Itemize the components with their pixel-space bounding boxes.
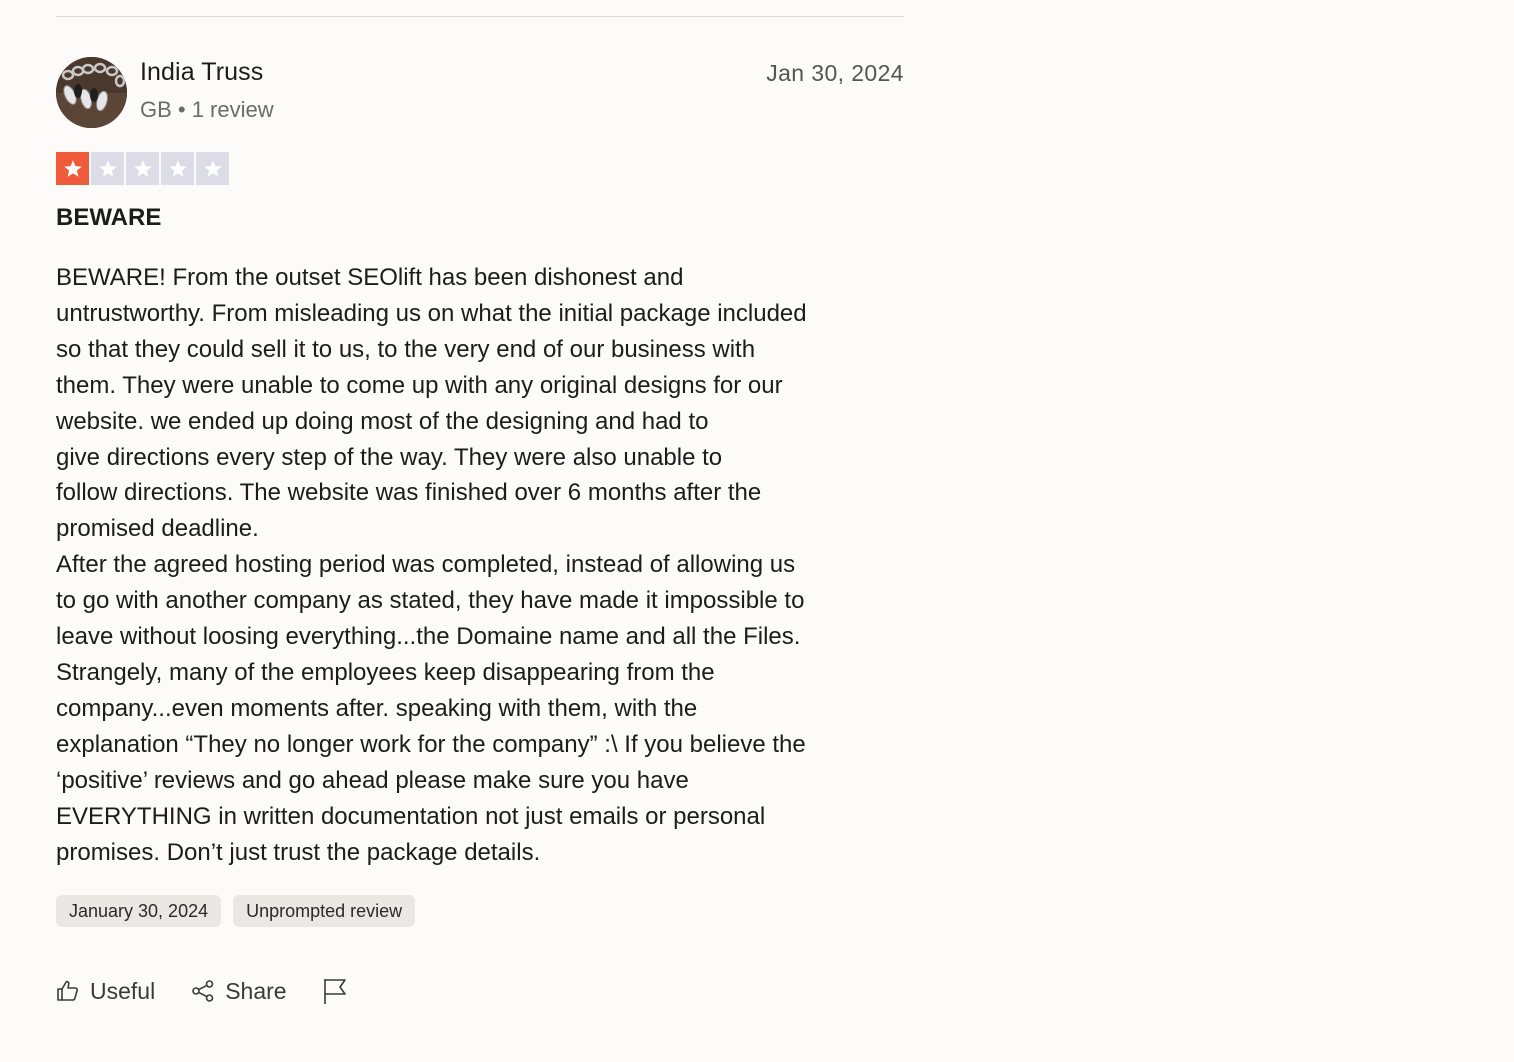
share-icon <box>191 979 215 1003</box>
star-icon <box>56 152 89 185</box>
star-icon <box>196 152 229 185</box>
review-title: BEWARE <box>56 204 162 231</box>
flag-icon <box>323 977 347 1005</box>
star-icon <box>161 152 194 185</box>
avatar[interactable] <box>56 57 127 128</box>
reviewer-meta: GB • 1 review <box>140 97 274 122</box>
review-header <box>56 57 904 129</box>
star-icon <box>91 152 124 185</box>
avatar-image <box>56 57 127 128</box>
thumbs-up-icon <box>56 979 80 1003</box>
divider <box>56 16 904 17</box>
share-button[interactable] <box>191 978 286 1005</box>
unprompted-review-tag[interactable]: Unprompted review <box>233 895 415 927</box>
review-body: BEWARE! From the outset SEOlift has been dishonest and untrustworthy. From misleading us on what the initial package included so that they could sell it to us, to the very end of our business with them. They were unable to come up with any original designs for our website. we ended up doing most of the designing and had to give directions every step of the way. They were also unable to follow directions. The website was finished over 6 months after the promised deadline. After the agreed hosting period was completed, instead of allowing us to go with another company as stated, they have made it impossible to leave without loosing everything...the Domaine name and all the Files. Strangely, many of the employees keep disappearing from the company...even moments after. speaking with them, with the explanation “They no longer work for the company” :\ If you believe the ‘positive’ reviews and go ahead please make sure you have EVERYTHING in written documentation not just emails or personal promises. Don’t just trust the package details. <box>56 264 807 866</box>
useful-label: Useful <box>90 977 156 1004</box>
experience-date-tag: January 30, 2024 <box>56 895 221 927</box>
share-label: Share <box>225 977 287 1004</box>
star-icon <box>126 152 159 185</box>
report-button[interactable] <box>323 977 357 1005</box>
review-tags <box>56 895 415 927</box>
reviewer-name[interactable]: India Truss <box>140 58 264 86</box>
review-actions <box>56 974 393 1008</box>
review-date: Jan 30, 2024 <box>766 60 904 86</box>
star-rating <box>56 152 229 185</box>
useful-button[interactable] <box>56 978 155 1005</box>
